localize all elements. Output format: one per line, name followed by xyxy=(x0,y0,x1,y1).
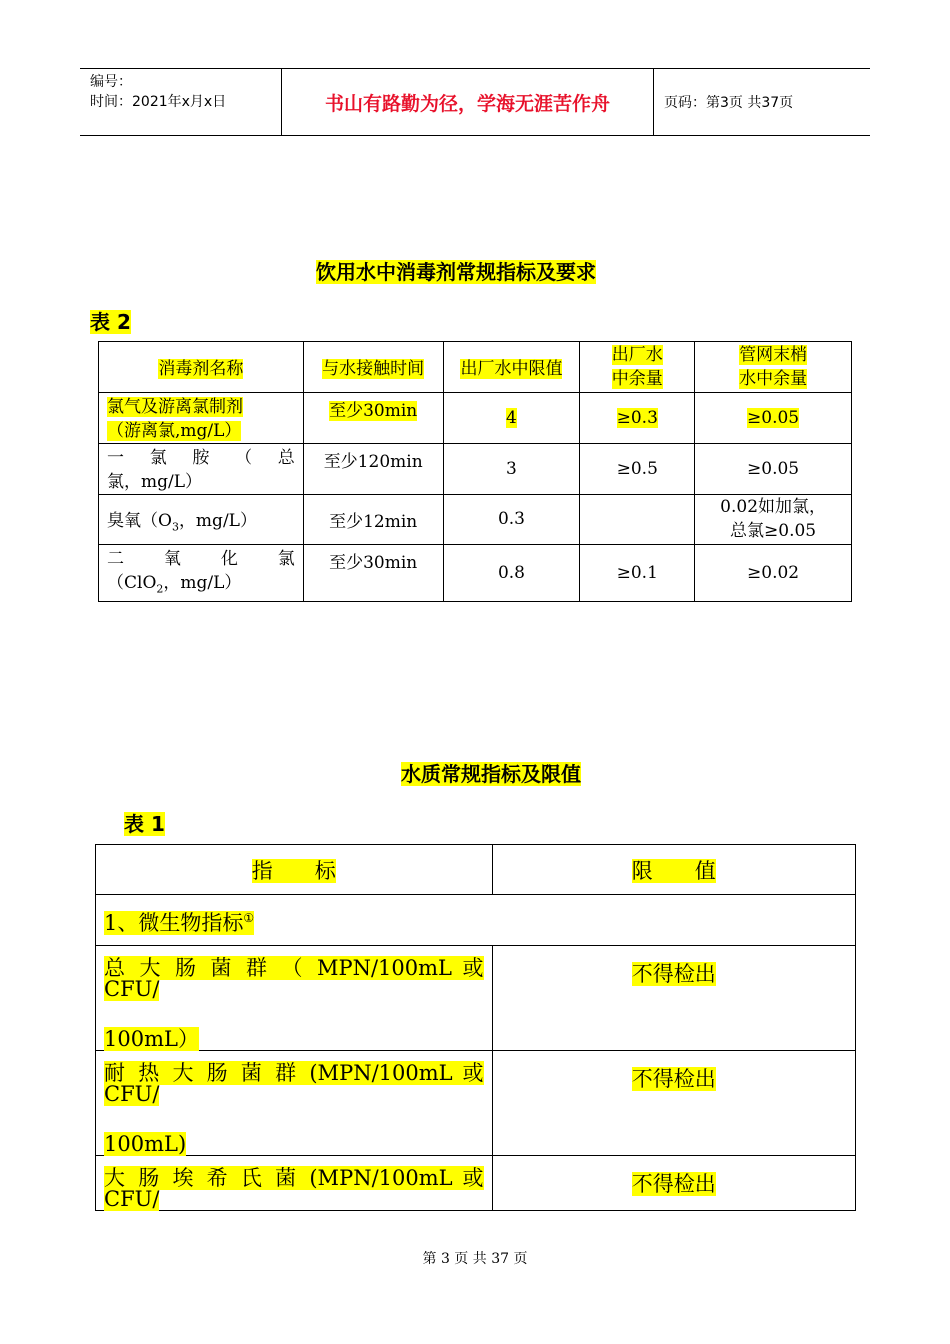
indicator-cell xyxy=(96,1051,493,1156)
row-name-suffix: ，mg/L） xyxy=(163,573,242,593)
indicator-line1-text: 耐 热 大 肠 菌 群 (MPN/100mL 或 CFU/ xyxy=(104,1061,484,1106)
col-header-name xyxy=(99,342,304,393)
row-name-subscript: 2 xyxy=(156,582,164,596)
table-row xyxy=(96,946,856,1051)
row-name-subscript: 3 xyxy=(171,519,179,533)
col-header-factory-line2: 中余量 xyxy=(611,368,663,389)
row-name-line2: 氯，mg/L） xyxy=(107,471,203,492)
table-2-label-text: 表 2 xyxy=(90,310,131,334)
limit-cell xyxy=(492,946,855,1051)
col-header-limit xyxy=(492,845,855,895)
indicator-line1-text: 总 大 肠 菌 群 （ MPN/100mL 或 CFU/ xyxy=(104,956,484,1001)
header-left xyxy=(80,69,281,135)
row-time-cell: 至少12min xyxy=(303,494,443,545)
section-b-title-text: 水质常规指标及限值 xyxy=(401,762,581,786)
row-name-cell xyxy=(99,545,304,602)
indicator-line1 xyxy=(104,958,484,1000)
category-cell xyxy=(96,895,856,946)
col-header-indicator-text: 指 标 xyxy=(251,858,336,883)
col-header-factory-line1: 出厂水 xyxy=(611,344,663,365)
row-name-cell xyxy=(99,392,304,443)
row-name-cell xyxy=(99,443,304,494)
water-quality-table xyxy=(95,844,856,1211)
row-name-line2: （游离氯,mg/L） xyxy=(107,420,242,441)
indicator-line2 xyxy=(104,1134,484,1155)
col-header-network-line2: 水中余量 xyxy=(739,368,808,389)
indicator-line2-text: 100mL) xyxy=(104,1132,187,1156)
row-factory-text: ≥0.3 xyxy=(616,407,658,428)
section-a-title-text: 饮用水中消毒剂常规指标及要求 xyxy=(316,260,596,284)
table-1-label-text: 表 1 xyxy=(124,812,165,836)
table-header-row xyxy=(99,342,852,393)
row-time-cell: 至少120min xyxy=(303,443,443,494)
table-row xyxy=(99,494,852,545)
limit-cell xyxy=(492,1051,855,1156)
indicator-cell xyxy=(96,946,493,1051)
table-row xyxy=(96,1156,856,1211)
col-header-network-line1: 管网末梢 xyxy=(739,344,808,365)
category-text: 1、微生物指标 xyxy=(104,911,244,935)
limit-text: 不得检出 xyxy=(631,1067,716,1091)
row-factory-cell: ≥0.1 xyxy=(580,545,695,602)
row-name-line1: 一 氯 胺 （ 总 xyxy=(107,447,295,468)
indicator-cell xyxy=(96,1156,493,1211)
section-a-title xyxy=(0,256,912,285)
row-name-line1: 二 氧 化 氯 xyxy=(107,549,295,569)
col-header-limit-text: 出厂水中限值 xyxy=(460,359,563,380)
col-header-name-text: 消毒剂名称 xyxy=(158,359,244,380)
col-header-limit xyxy=(443,342,580,393)
header-page-number: 页码：第3页 共37页 xyxy=(664,95,794,111)
row-factory-cell xyxy=(580,392,695,443)
col-header-indicator xyxy=(96,845,493,895)
row-limit-cell xyxy=(443,392,580,443)
row-network-cell: ≥0.02 xyxy=(695,545,852,602)
page-footer: 第 3 页 共 37 页 xyxy=(422,1251,528,1267)
row-network-line1: 0.02如加氯， xyxy=(720,497,827,518)
row-network-cell: ≥0.05 xyxy=(695,443,852,494)
row-name-suffix: ，mg/L） xyxy=(178,510,257,531)
page-header xyxy=(80,68,870,136)
doc-date-label: 时间：2021年x月x日 xyxy=(90,94,227,110)
row-name-line1: 氯气及游离氯制剂 xyxy=(107,396,243,417)
indicator-line1 xyxy=(104,1168,484,1210)
row-name-cell xyxy=(99,494,304,545)
table-row xyxy=(99,392,852,443)
header-motto: 书山有路勤为径，学海无涯苦作舟 xyxy=(281,69,654,135)
row-network-text: ≥0.05 xyxy=(747,407,800,428)
row-limit-cell: 3 xyxy=(443,443,580,494)
doc-number-label: 编号： xyxy=(90,74,132,90)
row-network-line2: 总氯≥0.05 xyxy=(730,521,817,542)
col-header-network xyxy=(695,342,852,393)
col-header-limit-text: 限 值 xyxy=(631,858,716,883)
row-limit-cell: 0.8 xyxy=(443,545,580,602)
table-1-label xyxy=(124,808,165,837)
table-row xyxy=(96,1051,856,1156)
section-b-title xyxy=(0,758,950,787)
row-limit-text: 4 xyxy=(506,407,517,428)
row-factory-cell xyxy=(580,494,695,545)
table-row xyxy=(99,443,852,494)
indicator-line2-text: 100mL） xyxy=(104,1027,199,1051)
footnote-marker: ① xyxy=(243,911,255,925)
table-row xyxy=(99,545,852,602)
limit-text: 不得检出 xyxy=(631,962,716,986)
row-network-cell xyxy=(695,392,852,443)
limit-text: 不得检出 xyxy=(631,1172,716,1196)
table-header-row xyxy=(96,845,856,895)
row-time-cell: 至少30min xyxy=(303,545,443,602)
row-time-text: 至少30min xyxy=(329,400,418,421)
indicator-line2 xyxy=(104,1029,484,1050)
row-name-prefix: 臭氧（O xyxy=(107,510,172,531)
col-header-factory xyxy=(580,342,695,393)
row-limit-cell: 0.3 xyxy=(443,494,580,545)
category-row xyxy=(96,895,856,946)
limit-cell xyxy=(492,1156,855,1211)
row-time-cell xyxy=(303,392,443,443)
row-factory-cell: ≥0.5 xyxy=(580,443,695,494)
indicator-line1-text: 大 肠 埃 希 氏 菌 (MPN/100mL 或 CFU/ xyxy=(104,1166,484,1211)
indicator-line1 xyxy=(104,1063,484,1105)
table-2-label xyxy=(90,306,131,335)
category-label xyxy=(104,911,254,935)
col-header-time-text: 与水接触时间 xyxy=(322,359,425,380)
row-network-cell xyxy=(695,494,852,545)
row-name-prefix: （ClO xyxy=(107,573,157,593)
col-header-time xyxy=(303,342,443,393)
disinfectant-table xyxy=(98,341,852,602)
